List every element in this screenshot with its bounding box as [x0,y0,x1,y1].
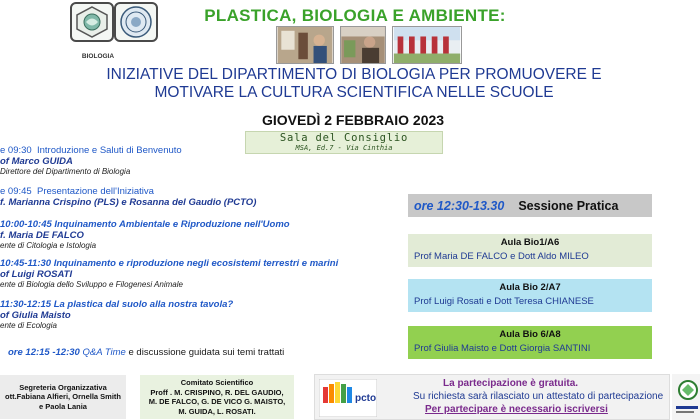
room-card [408,234,652,267]
secretariat-line: e Paola Lania [39,401,87,411]
committee-line: M. GUIDA, L. ROSATI. [178,406,256,416]
program-time: 11:30-12:15 [0,299,52,310]
program-topic: Inquinamento Ambientale e Riproduzione nell'Uomo [54,219,290,230]
university-seal [114,2,158,42]
committee-line: Proff . M. CRISPINO, R. DEL GAUDIO, [150,387,284,397]
program-speaker: of Luigi ROSATI [0,269,73,280]
program-time: 10:45-11:30 [0,258,52,269]
committee-box [140,375,294,419]
room-people: Prof Giulia Maisto e Dott Giorgia SANTINI [414,343,591,354]
registration-link[interactable]: Per partecipare è necessario iscriversi [425,404,608,415]
secretariat-box [0,375,126,419]
participation-free: La partecipazione è gratuita. [443,378,579,389]
photo-strip [276,26,462,64]
secretariat-title: Segreteria Organizzativa [19,382,107,392]
program-time: 10:00-10:45 [0,219,52,230]
participation-certificate: Su richiesta sarà rilasciato un attestato di partecipazione [413,391,664,402]
department-logo [70,2,114,42]
qa-item [8,347,403,358]
program-speaker: f. Maria DE FALCO [0,230,84,241]
program-speaker: f. Marianna Crispino (PLS) e Rosanna del Gaudio (PCTO) [0,197,257,208]
program-topic: Inquinamento e riproduzione negli ecosistemi terrestri e marini [53,258,339,269]
practical-time: ore 12:30-13.30 [414,198,505,213]
room-people: Prof Maria DE FALCO e Dott Aldo MILEO [414,251,589,262]
university-seal-icon [119,5,153,39]
program-speaker-role: Direttore del Dipartimento di Biologia [0,167,131,176]
program-item [0,219,395,250]
subtitle-line-1: INIZIATIVE DEL DIPARTIMENTO DI BIOLOGIA PER PROMUOVERE E [106,66,602,83]
program-speaker-role: ente di Biologia dello Sviluppo e Filogenesi Animale [0,280,183,289]
room-card [408,279,652,312]
subtitle-line-2: MOTIVARE LA CULTURA SCIENTIFICA NELLE SCUOLE [154,84,554,101]
classroom-photo-2 [340,26,386,64]
practical-session-header [408,194,652,217]
program-time: e 09:30 [0,145,32,156]
campus-photo [392,26,462,64]
program-speaker: of Giulia Maisto [0,310,71,321]
room-name: Aula Bio1/A6 [500,237,560,248]
program-topic: Introduzione e Saluti di Benvenuto [36,145,182,156]
pcto-logo-icon [319,379,377,417]
program-speaker: of Marco GUIDA [0,156,73,167]
committee-title: Comitato Scientifico [180,378,254,387]
room-name: Aula Bio 2/A7 [499,282,561,293]
biologia-logo [78,40,118,62]
pcto-logo-text: pcto [355,393,377,404]
hexagon-logo-icon [75,6,109,38]
biologia-logo-text: BIOLOGIA [81,52,115,60]
venue-address: MSA, Ed.7 - Via Cinthia [295,144,393,152]
qa-label: Q&A Time [82,347,126,358]
secretariat-line: ott.Fabiana Alfieri, Ornella Smith [5,392,121,402]
program-item [0,145,395,176]
program-item [0,186,395,208]
classroom-photo-1 [276,26,334,64]
event-subtitle [84,66,624,102]
sponsor-logo [672,374,700,420]
practical-title: Sessione Pratica [518,198,619,213]
program-item [0,299,395,330]
room-card [408,326,652,359]
program-topic: Presentazione dell'Iniziativa [36,186,154,197]
sponsor-logo-icon [672,374,700,420]
committee-line: M. DE FALCO, G. DE VICO G. MAISTO, [148,397,286,406]
program-speaker-role: ente di Citologia e Istologia [0,241,97,250]
qa-rest: e discussione guidata sui temi trattati [125,347,285,358]
room-name: Aula Bio 6/A8 [499,329,561,340]
venue-name: Sala del Consiglio [279,132,409,144]
room-people: Prof Luigi Rosati e Dott Teresa CHIANESE [414,296,594,307]
event-date: GIOVEDÌ 2 FEBBRAIO 2023 [262,112,445,128]
program-speaker-role: ente di Ecologia [0,321,57,330]
event-title: PLASTICA, BIOLOGIA E AMBIENTE: [204,6,506,25]
qa-time: ore 12:15 -12:30 [8,347,80,358]
program-item [0,258,395,289]
program-topic: La plastica dal suolo alla nostra tavola? [53,299,234,310]
program-time: e 09:45 [0,186,32,197]
participation-box [314,374,670,420]
